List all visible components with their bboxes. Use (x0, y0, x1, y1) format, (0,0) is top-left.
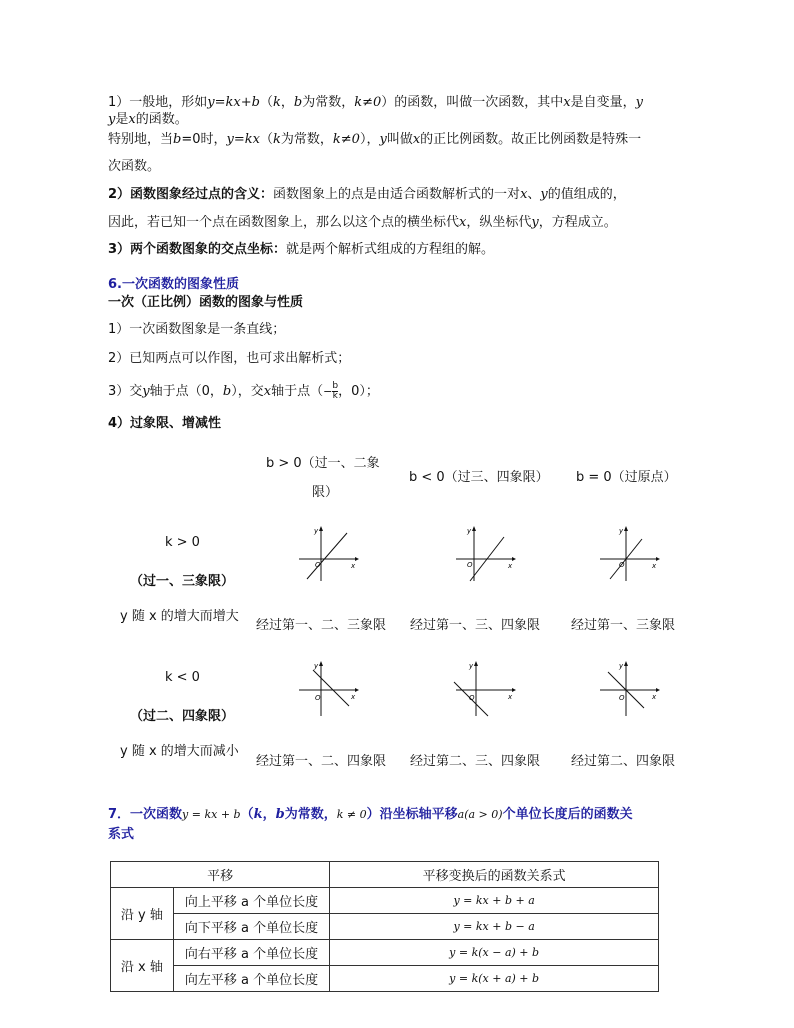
table-row (111, 940, 659, 966)
x-arrow (355, 557, 359, 561)
section-6-title: 6.一次函数的图象性质 (108, 277, 239, 292)
var: y (379, 132, 387, 147)
section-6-subtitle: 一次（正比例）函数的图象与性质 (108, 295, 304, 310)
header-b-positive: b > 0（过一、二象 (266, 456, 380, 471)
x-arrow (656, 688, 660, 692)
row-desc: 向上平移 a 个单位长度 (173, 888, 329, 914)
row1-cell1: 经过第一、二、三象限 (256, 618, 387, 633)
table-row (111, 966, 659, 992)
table-header-row (111, 862, 659, 888)
x-arrow (512, 688, 516, 692)
denominator: k (332, 391, 338, 401)
header-formula: 平移变换后的函数关系式 (330, 862, 659, 888)
row1-cell3: 经过第一、三象限 (571, 618, 676, 633)
y-label: y (619, 527, 624, 535)
para-linear-def-line2 (108, 111, 188, 129)
origin-label: O (619, 561, 625, 569)
para-linear-def-line1 (108, 94, 643, 112)
section-6-item4: 4）过象限、增减性 (108, 416, 222, 431)
section-7-title-line1 (108, 806, 633, 824)
row2-trend: y 随 x 的增大而减小 (120, 744, 239, 759)
group-x-axis: 沿 x 轴 (111, 940, 174, 992)
x-arrow (656, 557, 660, 561)
section-7-title-line2: 系式 (108, 827, 135, 842)
text: 为常数， (280, 132, 333, 147)
y-arrow (472, 526, 476, 531)
var: x (459, 215, 467, 230)
x-arrow (512, 557, 516, 561)
formula: y=kx+b (207, 95, 260, 110)
text: ），交 (231, 384, 264, 399)
text: 的正比例函数。故正比例函数是特殊一 (420, 132, 642, 147)
text: 7．一次函数 (108, 807, 183, 822)
para-intersection (108, 241, 494, 259)
origin-label: O (315, 561, 321, 569)
var: k (253, 807, 263, 822)
row1-cell2: 经过第一、三、四象限 (410, 618, 541, 633)
header-b-zero: b = 0（过原点） (576, 470, 677, 485)
text: 为常数， (302, 95, 355, 110)
text: （ (259, 132, 273, 147)
row2-quadrants: （过二、四象限） (130, 709, 235, 724)
var: x (520, 187, 528, 202)
graph-kneg-bneg (452, 660, 516, 720)
formula: y = kx + b (182, 808, 241, 821)
var: k≠0 (332, 132, 360, 147)
text: 3）交 (108, 384, 143, 399)
translation-table (110, 861, 659, 992)
graph-kneg-bzero (596, 660, 660, 720)
text: ，纵坐标代 (466, 215, 532, 230)
y-label: y (314, 527, 319, 535)
text: 为常数， (284, 807, 337, 822)
group-y-axis: 沿 y 轴 (111, 888, 174, 940)
var: y (540, 187, 548, 202)
x-label: x (351, 562, 356, 570)
row-desc: 向右平移 a 个单位长度 (173, 940, 329, 966)
graph-kpos-bzero (596, 525, 660, 585)
row2-condition: k < 0 (165, 670, 200, 685)
x-arrow (355, 688, 359, 692)
text: =0时， (181, 132, 227, 147)
row2-cell2: 经过第二、三、四象限 (410, 754, 541, 769)
table-row (111, 888, 659, 914)
var: x (263, 384, 272, 399)
row-formula: y = k(x + a) + b (330, 966, 659, 992)
text: ，方程成立。 (538, 215, 617, 230)
header-b-positive-cont: 限） (312, 485, 339, 500)
text: 次函数。 (108, 159, 161, 174)
bold-heading: 2）函数图象经过点的含义： (108, 187, 274, 202)
text: 因此，若已知一个点在函数图象上，那么以这个点的横坐标代 (108, 215, 460, 230)
var: y (142, 384, 150, 399)
text: 叫做 (386, 132, 413, 147)
row-formula: y = kx + b + a (330, 888, 659, 914)
header-shift: 平移 (111, 862, 330, 888)
text: ， (262, 807, 276, 822)
var: b (293, 95, 303, 110)
row-formula: y = k(x − a) + b (330, 940, 659, 966)
text: 轴于点（0， (149, 384, 223, 399)
section-6-item1: 1）一次函数图象是一条直线； (108, 322, 286, 337)
row1-trend: y 随 x 的增大而增大 (120, 609, 239, 624)
row2-cell3: 经过第二、四象限 (571, 754, 676, 769)
formula: k ≠ 0 (336, 808, 367, 821)
section-6-item2: 2）已知两点可以作图，也可求出解析式； (108, 351, 351, 366)
x-label: x (508, 562, 513, 570)
graph-kpos-bneg (452, 525, 516, 585)
var: y (635, 95, 643, 110)
y-label: y (467, 527, 472, 535)
origin-label: O (467, 561, 473, 569)
graph-kneg-bpos (295, 660, 359, 720)
bold-heading: 3）两个函数图象的交点坐标： (108, 242, 287, 257)
text: 是 (115, 112, 129, 127)
formula: a(a > 0) (457, 808, 503, 821)
row1-condition: k > 0 (165, 535, 200, 550)
var: x (128, 112, 136, 127)
para-proportional-line2 (108, 158, 160, 176)
y-label: y (314, 662, 319, 670)
origin-label: O (619, 694, 625, 702)
function-line (307, 533, 347, 579)
text: 轴于点（ (271, 384, 324, 399)
var: y (108, 112, 116, 127)
y-label: y (469, 662, 474, 670)
var: b (222, 384, 232, 399)
text: 是自变量， (570, 95, 636, 110)
text: ）沿坐标轴平移 (366, 807, 458, 822)
para-graph-point-line2 (108, 214, 617, 232)
var: x (563, 95, 571, 110)
text: ， (280, 95, 294, 110)
formula: y=kx (226, 132, 260, 147)
x-label: x (652, 562, 657, 570)
var: k (272, 95, 281, 110)
text: ）的函数，叫做一次函数，其中 (381, 95, 564, 110)
var: b (173, 132, 182, 147)
y-arrow (319, 661, 323, 666)
text: 就是两个解析式组成的方程组的解。 (286, 242, 495, 257)
y-arrow (319, 526, 323, 531)
var: b (275, 807, 285, 822)
var: y (531, 215, 539, 230)
origin-label: O (469, 694, 475, 702)
graph-kpos-bpos (295, 525, 359, 585)
numerator: b (332, 381, 339, 391)
header-b-negative: b < 0（过三、四象限） (409, 470, 549, 485)
text: （ (259, 95, 273, 110)
y-arrow (624, 661, 628, 666)
x-label: x (652, 693, 657, 701)
y-arrow (624, 526, 628, 531)
text: 的函数。 (135, 112, 188, 127)
text: ，0）； (338, 384, 379, 399)
var: x (412, 132, 421, 147)
para-graph-point-line1 (108, 186, 626, 204)
text: ）， (359, 132, 380, 147)
text: 1）一般地，形如 (108, 95, 208, 110)
table-row (111, 914, 659, 940)
x-label: x (508, 693, 513, 701)
section-6-item3: 3）交y轴于点（0，b），交x轴于点（− $\frac{b}{k}$ ，0）； (108, 381, 379, 401)
text: 个单位长度后的函数关 (502, 807, 633, 822)
row2-cell1: 经过第一、二、四象限 (256, 754, 387, 769)
para-proportional-line1 (108, 131, 641, 149)
row-formula: y = kx + b − a (330, 914, 659, 940)
text: 函数图象上的点是由适合函数解析式的一对 (273, 187, 521, 202)
x-label: x (351, 693, 356, 701)
origin-label: O (315, 694, 321, 702)
text: 特别地，当 (108, 132, 174, 147)
text: 的值组成的， (547, 187, 626, 202)
y-label: y (619, 662, 624, 670)
text: 、 (527, 187, 541, 202)
row1-quadrants: （过一、三象限） (130, 574, 235, 589)
row-desc: 向下平移 a 个单位长度 (173, 914, 329, 940)
row-desc: 向左平移 a 个单位长度 (173, 966, 329, 992)
var: k (272, 132, 281, 147)
var: k≠0 (354, 95, 382, 110)
text: （ (240, 807, 254, 822)
y-arrow (474, 661, 478, 666)
